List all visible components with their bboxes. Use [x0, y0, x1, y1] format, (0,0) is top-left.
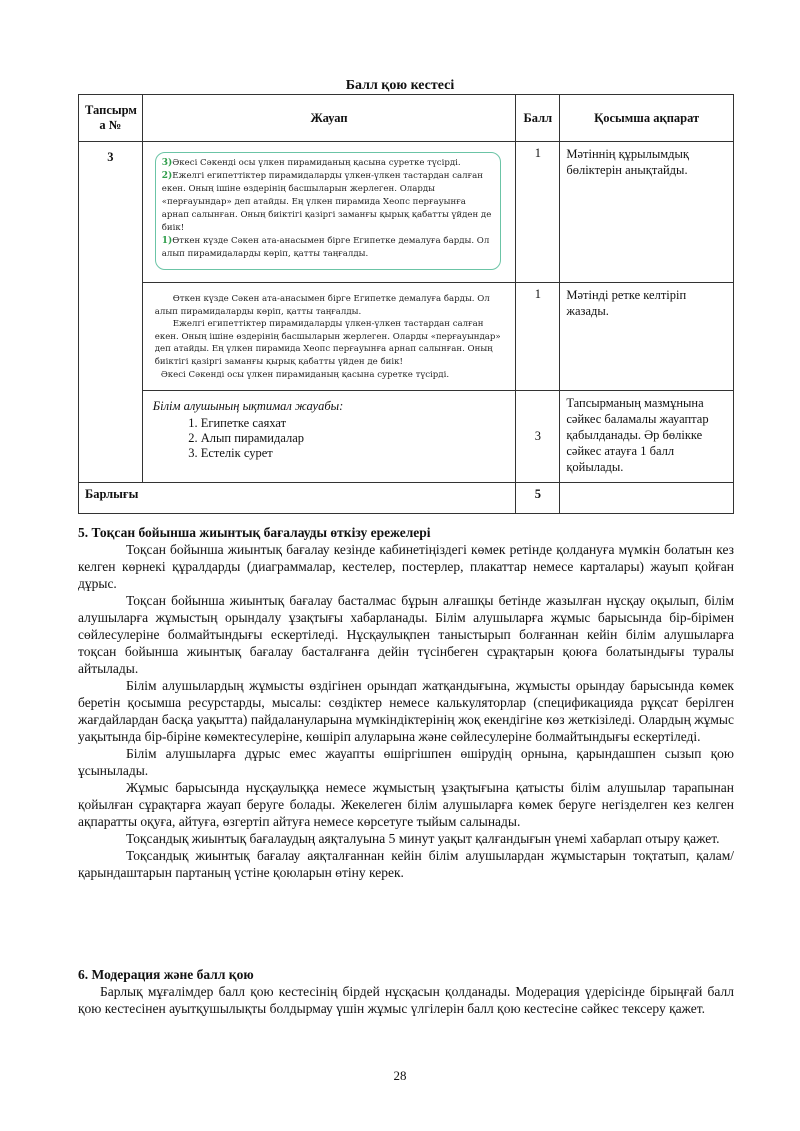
- list-item: 1. Египетке саяхат: [201, 416, 510, 431]
- score-cell: 1: [516, 142, 560, 283]
- header-task: Тапсырм а №: [79, 95, 143, 142]
- section-heading: 6. Модерация және балл қою: [78, 967, 254, 982]
- total-label: Барлығы: [79, 483, 516, 514]
- answer-text-image: [149, 287, 510, 381]
- table-header-row: [79, 95, 734, 142]
- paragraph: Тоқсан бойынша жиынтық бағалау кезінде кабинетіңіздегі көмек ретінде қолдануға мүмкін болатын кез келген көрнекі құралдарды (диаграммалар, кестелер, постерлер, плакаттар немесе карталары) жауып қойған дұрыс.: [78, 542, 734, 591]
- paragraph: Білім алушылардың жұмысты өздігінен орындап жатқандығына, жұмысты орындау барысында көмек беретін қосымша ресурстарды, мысалы: сөздіктер немесе калькуляторлар (спецификацияда рұқсат берілген жағдайлардан басқа уақытта) пайдалануларына мүмкіндіктерінің жоқ екендігіне көз жеткізіледі. Олардың жұмыс уақытында бір-біріне көмектесулеріне, көшіріп алуларына және сөйлесулеріне болмайтындығы ескертіледі.: [78, 678, 734, 744]
- answer-line: Әкесі Сәкенді осы үлкен пирамиданың қасына суретке түсірді.: [172, 158, 461, 168]
- answer-image-box: [155, 152, 502, 270]
- total-info: [560, 483, 734, 514]
- score-table: [78, 94, 734, 514]
- page-number: 28: [393, 1068, 407, 1083]
- task-number: 3: [79, 142, 143, 483]
- paragraph: Барлық мұғалімдер балл қою кестесінің бірдей нұсқасын қолданады. Модерация үдерісінде бірыңғай балл қою кестесінен ауытқушылықты болдырмау үшін жұмыс үлгілерін балл қою кестесіне сәйкес тексеру қажет.: [78, 984, 734, 1016]
- line-number: 1): [161, 236, 173, 246]
- paragraph: Білім алушыларға дұрыс емес жауапты өшіргішпен өшірудің орнына, қарындашпен сызып қою ұсынылады.: [78, 746, 734, 778]
- answer-cell: [142, 142, 516, 283]
- answer-line: Ежелгі египеттіктер пирамидаларды үлкен-үлкен тастардан салған екен. Оның ішіне өздерінің басшыларын жерлеген. Оларды «перғауындар» деп атайды. Ең үлкен пирамида Хеопс перғауынға арнап салынған. Оның биіктігі қазіргі заманғы қырық қабатты үйден де биік!: [161, 171, 492, 233]
- total-row: [79, 483, 734, 514]
- score-cell: 3: [516, 391, 560, 483]
- header-score: Балл: [516, 95, 560, 142]
- section-6: [78, 966, 734, 1017]
- table-row: [79, 391, 734, 483]
- answer-list: [149, 416, 510, 461]
- score-cell: 1: [516, 283, 560, 391]
- answer-cell: [142, 283, 516, 391]
- answer-heading: Білім алушының ықтимал жауабы:: [152, 399, 344, 413]
- answer-paragraph: Өткен күзде Сәкен ата-анасымен бірге Египетке демалуға барды. Ол алып пирамидаларды көріп, қатты таңғалды.: [154, 294, 490, 317]
- paragraph: Тоқсандық жиынтық бағалаудың аяқталуына 5 минут уақыт қалғандығын үнемі хабарлап отыру қажет.: [126, 831, 720, 846]
- line-number: 3): [161, 158, 173, 168]
- info-cell: Мәтінді ретке келтіріп жазады.: [560, 283, 734, 391]
- paragraph: Тоқсан бойынша жиынтық бағалау басталмас бұрын алғашқы бетінде жазылған нұсқау оқылып, білім алушыларға жұмыстың орындалу ұзақтығы хабарланады. Білім алушыларға жұмыс барысында бір-бірімен сөйлесулеріне болмайтындығы ескертіледі. Нұсқаулықпен таныстырып болғаннан кейін білім алушыларға тоқсан бойынша жиынтық бағалау басталғанға дейін түсінбеген сұрақтарын қоюға болатындығы туралы айтылады.: [78, 593, 734, 676]
- answer-paragraph: Ежелгі египеттіктер пирамидаларды үлкен-үлкен тастардан салған екен. Оның ішіне өздерінің басшыларын жерлеген. Оларды «перғауындар» деп атайды. Ең үлкен пирамида Хеопс перғауынға арнап салынған. Оның биіктігі қазіргі заманғы қырық қабатты үйден де биік!: [154, 319, 501, 367]
- total-score: 5: [516, 483, 560, 514]
- paragraph: Тоқсандық жиынтық бағалау аяқталғаннан кейін білім алушылардан жұмыстарын тоқтатып, қалам/қарындаштарын партаның үстіне қоюларын өтіну керек.: [78, 848, 734, 880]
- header-info: Қосымша ақпарат: [560, 95, 734, 142]
- table-row: [79, 283, 734, 391]
- answer-paragraph: Әкесі Сәкенді осы үлкен пирамиданың қасына суретке түсірді.: [160, 369, 450, 380]
- list-item: 3. Естелік сурет: [201, 446, 510, 461]
- table-title: Балл қою кестесі: [345, 78, 455, 93]
- header-answer: Жауап: [142, 95, 516, 142]
- line-number: 2): [161, 171, 173, 181]
- list-item: 2. Алып пирамидалар: [201, 431, 510, 446]
- answer-cell: [142, 391, 516, 483]
- table-row: [79, 142, 734, 283]
- info-cell: Мәтіннің құрылымдық бөліктерін анықтайды.: [560, 142, 734, 283]
- paragraph: Жұмыс барысында нұсқаулыққа немесе жұмыстың ұзақтығына қатысты білім алушылар тарапынан қойылған сұрақтарға жауап беруге болады. Жекелеген білім алушыларға көмек беруге негізделген кез келген ақпаратты оқуға, айтуға, өзгертіп айтуға немесе көрсетуге тыйым салынады.: [78, 780, 734, 829]
- section-heading: 5. Тоқсан бойынша жиынтық бағалауды өткізу ережелері: [78, 525, 431, 540]
- answer-line: Өткен күзде Сәкен ата-анасымен бірге Египетке демалуға барды. Ол алып пирамидаларды көріп, қатты таңғалды.: [161, 236, 490, 259]
- section-5: [78, 524, 734, 881]
- info-cell: Тапсырманың мазмұнына сәйкес баламалы жауаптар қабылданады. Әр бөлікке сәйкес атауға 1 балл қойылады.: [560, 391, 734, 483]
